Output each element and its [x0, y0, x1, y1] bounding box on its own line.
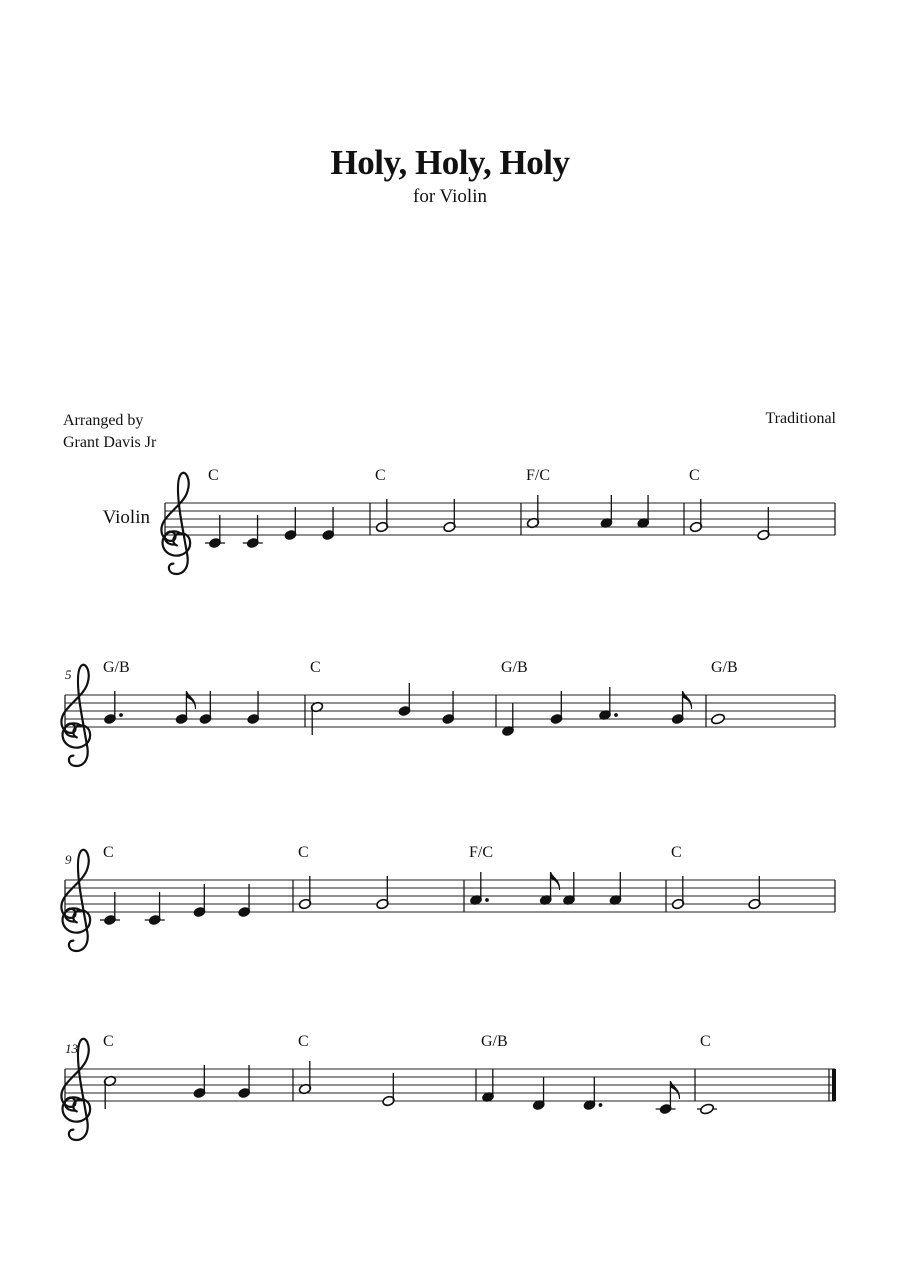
note-flag — [683, 691, 692, 709]
half-note — [757, 507, 770, 541]
chord-symbol: G/B — [103, 659, 130, 676]
quarter-note — [398, 683, 411, 717]
eighth-note — [175, 691, 196, 725]
eighth-note — [671, 691, 692, 725]
note-flag — [186, 691, 195, 709]
staff-system — [103, 467, 835, 574]
half-note — [298, 1061, 311, 1095]
chord-symbol: G/B — [481, 1033, 508, 1050]
half-note — [671, 876, 684, 910]
eighth-note — [656, 1081, 680, 1115]
quarter-note — [193, 884, 206, 918]
augmentation-dot — [599, 1103, 603, 1107]
note-head — [710, 713, 725, 725]
quarter-note — [238, 1065, 251, 1099]
chord-symbol: G/B — [711, 659, 738, 676]
quarter-note — [562, 872, 575, 906]
note-flag — [551, 872, 560, 890]
augmentation-dot — [119, 713, 123, 717]
measure — [205, 467, 370, 549]
quarter-note — [193, 1065, 206, 1099]
chord-symbol: C — [375, 467, 386, 484]
quarter-note — [100, 892, 120, 926]
half-note — [443, 499, 456, 533]
arranger-label: Arranged by — [63, 412, 144, 429]
half-note — [103, 1075, 116, 1109]
note-head — [699, 1103, 714, 1115]
chord-symbol: C — [310, 659, 321, 676]
measure — [501, 659, 706, 737]
dotted-quarter-note — [469, 872, 489, 906]
measure — [103, 1033, 293, 1109]
measure — [689, 467, 835, 541]
chord-symbol: C — [689, 467, 700, 484]
measure-number: 9 — [65, 852, 72, 867]
dotted-quarter-note — [583, 1077, 603, 1111]
dotted-quarter-note — [598, 687, 618, 721]
chord-symbol: C — [700, 1033, 711, 1050]
measure — [103, 659, 305, 727]
augmentation-dot — [485, 898, 489, 902]
dotted-quarter-note — [103, 691, 123, 725]
quarter-note — [238, 884, 251, 918]
staff-system — [61, 844, 835, 951]
measure — [100, 844, 293, 926]
chord-symbol: C — [671, 844, 682, 861]
chord-symbol: C — [298, 1033, 309, 1050]
half-note — [526, 495, 539, 529]
quarter-note — [501, 703, 514, 737]
whole-note — [697, 1103, 717, 1115]
page-title: Holy, Holy, Holy — [330, 143, 570, 182]
staff-system — [61, 1033, 836, 1140]
quarter-note — [481, 1069, 494, 1103]
chord-symbol: F/C — [469, 844, 494, 861]
quarter-note — [637, 495, 650, 529]
final-barline — [832, 1069, 836, 1101]
arranger-name: Grant Davis Jr — [63, 434, 157, 451]
half-note — [689, 499, 702, 533]
quarter-note — [199, 691, 212, 725]
instrument-label: Violin — [102, 507, 150, 528]
measure — [375, 467, 521, 535]
chord-symbol: C — [298, 844, 309, 861]
half-note — [376, 876, 389, 910]
measure-number: 13 — [65, 1041, 78, 1056]
measure — [298, 844, 464, 912]
augmentation-dot — [614, 713, 618, 717]
measure — [671, 844, 835, 912]
quarter-note — [532, 1077, 545, 1111]
half-note — [748, 876, 761, 910]
measure — [481, 1033, 695, 1115]
measure-number: 5 — [65, 667, 72, 682]
quarter-note — [205, 515, 225, 549]
chord-symbol: F/C — [526, 467, 551, 484]
measure — [697, 1033, 836, 1115]
measure — [469, 844, 666, 912]
half-note — [310, 701, 323, 735]
measure — [526, 467, 684, 535]
half-note — [382, 1073, 395, 1107]
chord-symbol: C — [208, 467, 219, 484]
note-flag — [670, 1081, 679, 1099]
page-subtitle: for Violin — [413, 186, 487, 207]
quarter-note — [145, 892, 165, 926]
chord-symbol: C — [103, 844, 114, 861]
quarter-note — [609, 872, 622, 906]
chord-symbol: G/B — [501, 659, 528, 676]
eighth-note — [539, 872, 560, 906]
whole-note — [710, 713, 725, 725]
quarter-note — [442, 691, 455, 725]
quarter-note — [284, 507, 297, 541]
quarter-note — [322, 507, 335, 541]
measure — [710, 659, 835, 727]
half-note — [375, 499, 388, 533]
quarter-note — [243, 515, 263, 549]
half-note — [298, 876, 311, 910]
chord-symbol: C — [103, 1033, 114, 1050]
quarter-note — [550, 691, 563, 725]
measure — [310, 659, 496, 735]
composer-credit: Traditional — [765, 410, 836, 427]
measure — [298, 1033, 476, 1107]
staff-system — [61, 659, 835, 766]
quarter-note — [600, 495, 613, 529]
quarter-note — [247, 691, 260, 725]
